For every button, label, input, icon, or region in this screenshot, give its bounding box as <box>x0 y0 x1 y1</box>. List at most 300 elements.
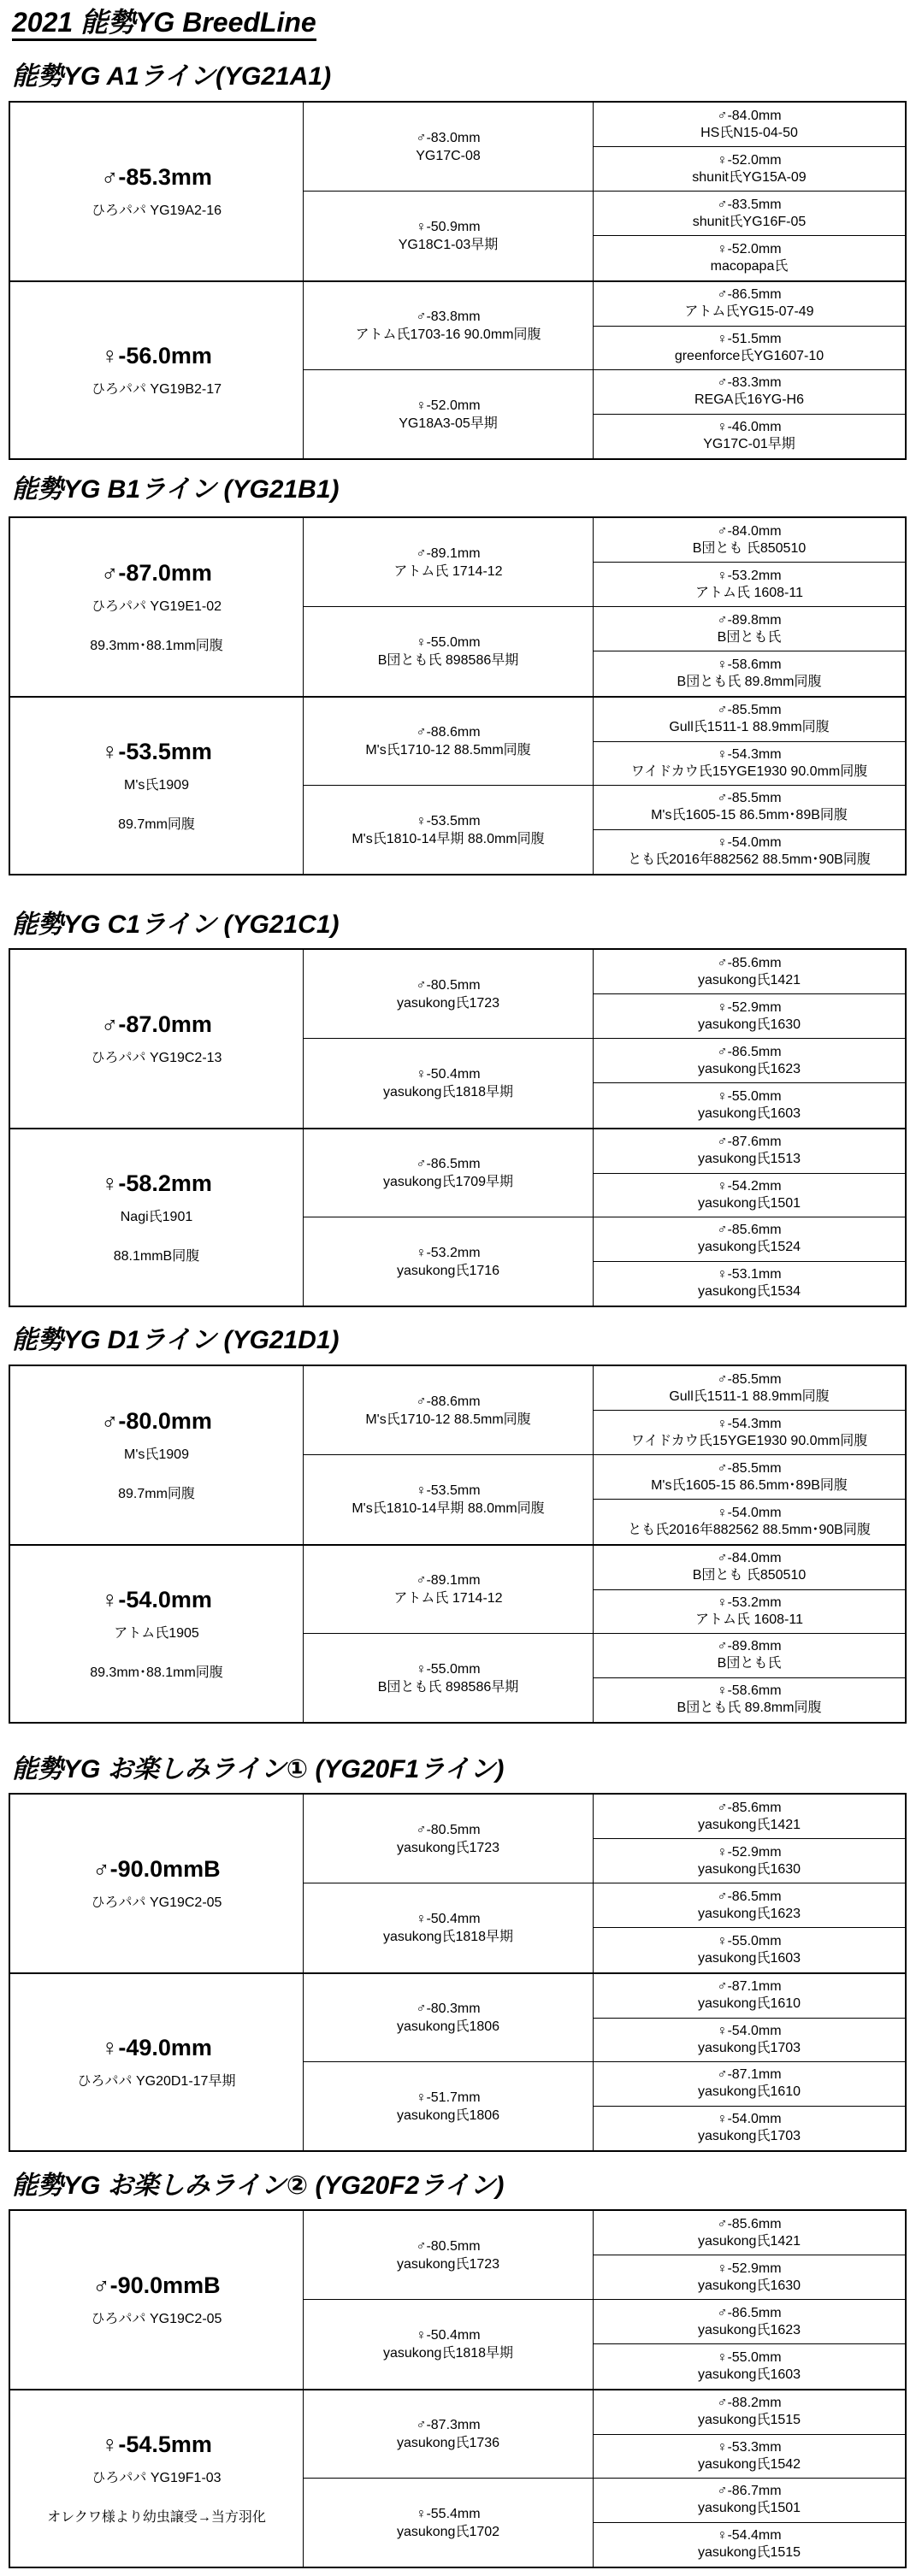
individual-size: ♂-80.0mm <box>101 1408 212 1434</box>
grandparent-cell <box>594 103 905 147</box>
grandparent-cell <box>594 518 905 563</box>
grandparents-column <box>594 1974 905 2150</box>
grandparent-size: ♀-55.0mm <box>717 1934 782 1948</box>
grandparent-cell <box>594 236 905 280</box>
individual-cell <box>10 950 304 1128</box>
sire-cell <box>304 282 593 370</box>
parent-size: ♀-50.4mm <box>416 1912 481 1926</box>
grandparent-note: とも氏2016年882562 88.5mm･90B同腹 <box>628 1523 871 1537</box>
grandparents-column <box>594 103 905 280</box>
individual-id: ひろパパ YG20D1-17早期 <box>77 2074 236 2089</box>
grandparent-note: Gull氏1511-1 88.9mm同腹 <box>669 1388 830 1404</box>
grandparents-column <box>594 282 905 458</box>
parent-note: B団とも氏 898586早期 <box>377 653 519 668</box>
grandparent-size: ♂-85.6mm <box>717 1800 782 1815</box>
grandparent-cell <box>594 786 905 830</box>
lineage-table <box>9 516 907 875</box>
grandparent-cell <box>594 2019 905 2063</box>
parents-column <box>304 1129 594 1306</box>
grandparents-column <box>594 1129 905 1306</box>
grandparent-size: ♀-52.9mm <box>717 1844 782 1860</box>
grandparent-note: YG17C-01早期 <box>703 437 795 452</box>
parent-size: ♀-50.4mm <box>416 2328 481 2343</box>
individual-size: ♀-54.0mm <box>101 1587 212 1612</box>
individual-info <box>10 1406 303 1504</box>
grandparent-note: yasukong氏1515 <box>697 2413 801 2428</box>
grandparent-cell <box>594 327 905 371</box>
lineage-block <box>10 1795 905 1972</box>
grandparent-note: yasukong氏1513 <box>697 1152 801 1167</box>
individual-id: Nagi氏1901 <box>120 1210 193 1224</box>
parent-size: ♀-53.5mm <box>416 1483 481 1498</box>
individual-info <box>10 2430 303 2527</box>
grandparent-cell <box>594 830 905 875</box>
grandparent-note: Gull氏1511-1 88.9mm同腹 <box>669 720 830 735</box>
sire-cell <box>304 1795 593 1883</box>
grandparent-size: ♀-52.0mm <box>717 152 782 168</box>
section-heading: 能勢YG お楽しみライン② (YG20F2ライン) <box>12 2172 505 2200</box>
parent-size: ♂-89.1mm <box>416 1573 481 1588</box>
grandparent-size: ♀-53.1mm <box>717 1267 782 1282</box>
grandparents-column <box>594 1795 905 1972</box>
parent-note: M's氏1710-12 88.5mm同腹 <box>365 1412 531 1427</box>
grandparent-size: ♂-85.5mm <box>717 1460 782 1476</box>
parents-column <box>304 1974 594 2150</box>
grandparent-cell <box>594 1174 905 1218</box>
dam-cell <box>304 607 593 696</box>
grandparent-size: ♀-53.3mm <box>717 2439 782 2455</box>
grandparent-note: M's氏1605-15 86.5mm･89B同腹 <box>651 1477 848 1493</box>
grandparent-note: REGA氏16YG-H6 <box>694 392 805 408</box>
grandparent-size: ♂-87.6mm <box>717 1135 782 1150</box>
individual-id: ひろパパ YG19E1-02 <box>91 599 222 614</box>
individual-cell <box>10 2211 304 2389</box>
parent-note: yasukong氏1818早期 <box>382 1930 514 1944</box>
grandparent-size: ♂-86.5mm <box>717 2305 782 2320</box>
grandparent-note: yasukong氏1610 <box>697 2084 801 2100</box>
individual-info <box>10 1169 303 1266</box>
grandparent-size: ♀-46.0mm <box>717 420 782 435</box>
grandparent-size: ♂-85.5mm <box>717 703 782 718</box>
individual-size: ♂-85.3mm <box>101 164 212 190</box>
grandparent-size: ♀-54.0mm <box>717 2023 782 2038</box>
parent-note: yasukong氏1818早期 <box>382 2346 514 2361</box>
parents-column <box>304 2390 594 2567</box>
grandparent-note: HS氏N15-04-50 <box>700 125 798 140</box>
dam-cell <box>304 2479 593 2567</box>
individual-size: ♀-56.0mm <box>101 343 212 368</box>
grandparent-cell <box>594 1678 905 1723</box>
grandparent-note: B団とも氏 <box>717 1656 782 1671</box>
grandparent-cell <box>594 415 905 459</box>
grandparent-size: ♂-85.5mm <box>717 791 782 806</box>
parent-size: ♀-55.0mm <box>416 1661 481 1677</box>
parent-note: M's氏1810-14早期 88.0mm同腹 <box>352 831 545 846</box>
parent-note: yasukong氏1806 <box>396 2107 500 2123</box>
individual-cell <box>10 1974 304 2150</box>
grandparent-size: ♂-84.0mm <box>717 523 782 539</box>
parent-note: yasukong氏1723 <box>396 2256 500 2272</box>
grandparent-cell <box>594 607 905 651</box>
grandparent-cell <box>594 2390 905 2435</box>
grandparent-size: ♂-83.3mm <box>717 375 782 391</box>
lineage-block <box>10 696 905 874</box>
grandparent-cell <box>594 1083 905 1128</box>
parent-size: ♀-53.2mm <box>416 1245 481 1260</box>
parent-note: yasukong氏1702 <box>396 2524 500 2539</box>
grandparent-note: yasukong氏1421 <box>697 972 801 987</box>
grandparent-cell <box>594 1455 905 1500</box>
section-heading: 能勢YG D1ライン (YG21D1) <box>12 1326 340 1354</box>
grandparent-cell <box>594 2107 905 2151</box>
grandparent-cell <box>594 1262 905 1306</box>
grandparent-size: ♀-51.5mm <box>717 331 782 346</box>
grandparent-size: ♂-89.8mm <box>717 1639 782 1654</box>
grandparent-note: greenforce氏YG1607-10 <box>674 348 824 363</box>
grandparent-size: ♂-86.5mm <box>717 1044 782 1059</box>
section-heading: 能勢YG B1ライン (YG21B1) <box>12 475 340 504</box>
grandparent-cell <box>594 1546 905 1590</box>
individual-info <box>10 737 303 834</box>
individual-info <box>10 558 303 656</box>
grandparent-note: yasukong氏1610 <box>697 1996 801 2012</box>
individual-note: 89.3mm･88.1mm同腹 <box>90 1665 223 1680</box>
grandparent-note: yasukong氏1501 <box>697 2501 801 2516</box>
lineage-block <box>10 518 905 696</box>
grandparent-note: yasukong氏1421 <box>697 2233 801 2249</box>
grandparent-note: yasukong氏1630 <box>697 2278 801 2293</box>
grandparent-cell <box>594 282 905 327</box>
grandparents-column <box>594 518 905 696</box>
grandparent-note: ワイドカウ氏15YGE1930 90.0mm同腹 <box>630 763 868 779</box>
grandparent-size: ♂-86.7mm <box>717 2484 782 2499</box>
sire-cell <box>304 698 593 786</box>
grandparent-cell <box>594 698 905 742</box>
section-heading: 能勢YG お楽しみライン① (YG20F1ライン) <box>12 1755 505 1783</box>
grandparent-note: yasukong氏1515 <box>697 2545 801 2561</box>
grandparent-cell <box>594 2435 905 2479</box>
grandparent-size: ♂-85.6mm <box>717 955 782 970</box>
grandparent-size: ♀-52.9mm <box>717 999 782 1015</box>
grandparent-note: yasukong氏1630 <box>697 1861 801 1877</box>
parents-column <box>304 103 594 280</box>
grandparent-note: macopapa氏 <box>710 259 789 274</box>
lineage-block <box>10 1128 905 1306</box>
lineage-block <box>10 1544 905 1722</box>
lineage-table <box>9 948 907 1307</box>
individual-info <box>10 341 303 399</box>
individual-id: ひろパパ YG19C2-13 <box>91 1051 222 1065</box>
parent-note: B団とも氏 898586早期 <box>377 1679 519 1695</box>
grandparent-cell <box>594 2344 905 2389</box>
parent-size: ♂-83.0mm <box>416 130 481 145</box>
grandparent-note: shunit氏YG15A-09 <box>692 169 807 185</box>
dam-cell <box>304 1883 593 1972</box>
parent-note: YG18A3-05早期 <box>399 416 498 431</box>
grandparents-column <box>594 698 905 874</box>
parent-note: YG17C-08 <box>416 148 481 163</box>
lineage-table <box>9 1365 907 1724</box>
sire-cell <box>304 1546 593 1634</box>
parent-size: ♂-88.6mm <box>416 725 481 740</box>
grandparent-note: yasukong氏1623 <box>697 1061 801 1076</box>
individual-note: 88.1mmB同腹 <box>113 1249 200 1264</box>
grandparent-size: ♂-86.5mm <box>717 1889 782 1904</box>
dam-cell <box>304 2062 593 2150</box>
grandparent-cell <box>594 2062 905 2107</box>
grandparents-column <box>594 950 905 1128</box>
dam-cell <box>304 1455 593 1544</box>
grandparent-note: yasukong氏1623 <box>697 2322 801 2337</box>
grandparent-cell <box>594 994 905 1039</box>
dam-cell <box>304 1217 593 1306</box>
parent-note: yasukong氏1709早期 <box>382 1175 514 1189</box>
grandparent-note: M's氏1605-15 86.5mm･89B同腹 <box>651 808 848 823</box>
dam-cell <box>304 1039 593 1128</box>
parent-size: ♂-80.5mm <box>416 977 481 993</box>
grandparent-cell <box>594 2255 905 2300</box>
grandparent-note: yasukong氏1603 <box>697 1106 801 1121</box>
individual-id: M's氏1909 <box>124 1447 189 1462</box>
individual-id: M's氏1909 <box>124 778 189 793</box>
grandparent-cell <box>594 1883 905 1928</box>
individual-cell <box>10 1129 304 1306</box>
grandparent-note: B団とも氏 89.8mm同腹 <box>677 675 822 689</box>
individual-cell <box>10 103 304 280</box>
grandparent-cell <box>594 1634 905 1678</box>
sire-cell <box>304 518 593 607</box>
parent-note: yasukong氏1723 <box>396 995 500 1011</box>
individual-id: ひろパパ YG19C2-05 <box>91 2312 222 2326</box>
grandparent-cell <box>594 1366 905 1411</box>
parent-size: ♂-89.1mm <box>416 545 481 561</box>
grandparent-size: ♀-54.3mm <box>717 746 782 762</box>
parents-column <box>304 1366 594 1544</box>
dam-cell <box>304 1634 593 1722</box>
lineage-block <box>10 2211 905 2389</box>
dam-cell <box>304 370 593 458</box>
grandparent-cell <box>594 742 905 787</box>
grandparent-size: ♀-54.2mm <box>717 1178 782 1194</box>
grandparent-note: アトム氏 1608-11 <box>695 585 803 600</box>
sire-cell <box>304 1366 593 1455</box>
grandparent-note: B団とも 氏850510 <box>692 1568 807 1583</box>
parent-note: yasukong氏1736 <box>396 2436 500 2450</box>
individual-cell <box>10 518 304 696</box>
grandparent-cell <box>594 950 905 994</box>
grandparent-cell <box>594 1928 905 1972</box>
parent-size: ♂-80.3mm <box>416 2001 481 2016</box>
parent-note: M's氏1810-14早期 88.0mm同腹 <box>352 1501 545 1516</box>
grandparent-note: yasukong氏1501 <box>697 1195 801 1211</box>
individual-info <box>10 2271 303 2329</box>
parent-size: ♀-50.9mm <box>416 220 481 234</box>
individual-size: ♀-58.2mm <box>101 1170 212 1196</box>
parent-note: yasukong氏1716 <box>396 1263 500 1278</box>
grandparents-column <box>594 1546 905 1722</box>
parents-column <box>304 1546 594 1722</box>
lineage-table <box>9 2209 907 2568</box>
grandparent-cell <box>594 2300 905 2344</box>
grandparent-size: ♀-58.6mm <box>717 657 782 672</box>
individual-size: ♂-87.0mm <box>101 560 212 586</box>
parent-size: ♀-51.7mm <box>416 2090 481 2105</box>
individual-size: ♂-87.0mm <box>101 1011 212 1037</box>
grandparent-cell <box>594 1839 905 1883</box>
grandparent-size: ♀-58.6mm <box>717 1683 782 1699</box>
individual-info <box>10 2033 303 2091</box>
individual-info <box>10 1010 303 1068</box>
individual-info <box>10 1585 303 1683</box>
grandparent-note: yasukong氏1603 <box>697 2367 801 2382</box>
parent-note: M's氏1710-12 88.5mm同腹 <box>365 743 531 757</box>
grandparent-cell <box>594 563 905 607</box>
grandparent-cell <box>594 370 905 415</box>
sire-cell <box>304 103 593 192</box>
lineage-block <box>10 103 905 280</box>
dam-cell <box>304 786 593 874</box>
grandparent-note: アトム氏YG15-07-49 <box>684 304 814 320</box>
parent-size: ♀-55.4mm <box>416 2506 481 2521</box>
grandparent-size: ♀-54.4mm <box>717 2528 782 2544</box>
grandparent-note: yasukong氏1421 <box>697 1817 801 1832</box>
grandparent-size: ♀-53.2mm <box>717 1595 782 1610</box>
parents-column <box>304 698 594 874</box>
individual-note: オレクワ様より幼虫譲受→当方羽化 <box>47 2510 266 2525</box>
grandparent-cell <box>594 147 905 192</box>
parent-size: ♀-52.0mm <box>416 398 481 413</box>
grandparents-column <box>594 2390 905 2567</box>
lineage-block <box>10 280 905 458</box>
parent-note: アトム氏1703-16 90.0mm同腹 <box>355 327 541 342</box>
parent-note: アトム氏 1714-12 <box>393 1591 503 1606</box>
grandparent-size: ♀-52.0mm <box>717 242 782 256</box>
grandparent-note: ワイドカウ氏15YGE1930 90.0mm同腹 <box>630 1433 868 1448</box>
grandparent-size: ♂-87.1mm <box>717 1979 782 1995</box>
individual-cell <box>10 1795 304 1972</box>
parent-size: ♀-53.5mm <box>416 813 481 828</box>
parent-note: yasukong氏1723 <box>396 1840 500 1855</box>
grandparent-cell <box>594 1500 905 1544</box>
grandparent-cell <box>594 1795 905 1839</box>
grandparent-size: ♀-54.0mm <box>717 835 782 851</box>
lineage-table <box>9 101 907 460</box>
individual-note: 89.3mm･88.1mm同腹 <box>90 639 223 653</box>
grandparents-column <box>594 2211 905 2389</box>
grandparent-cell <box>594 651 905 696</box>
dam-cell <box>304 192 593 280</box>
grandparent-note: とも氏2016年882562 88.5mm･90B同腹 <box>628 852 871 868</box>
grandparent-size: ♀-55.0mm <box>717 1089 782 1104</box>
grandparent-note: yasukong氏1630 <box>697 1017 801 1032</box>
grandparent-note: アトム氏 1608-11 <box>695 1612 803 1627</box>
grandparent-size: ♂-83.5mm <box>717 197 782 212</box>
parent-size: ♂-87.3mm <box>416 2418 481 2432</box>
individual-size: ♀-53.5mm <box>101 739 212 764</box>
grandparent-size: ♂-89.8mm <box>717 612 782 628</box>
grandparent-size: ♂-85.6mm <box>717 1223 782 1238</box>
section-heading: 能勢YG A1ライン(YG21A1) <box>12 62 332 91</box>
dam-cell <box>304 2300 593 2389</box>
individual-size: ♂-90.0mmB <box>92 2272 221 2298</box>
grandparent-size: ♂-87.1mm <box>717 2067 782 2083</box>
grandparent-cell <box>594 1039 905 1083</box>
lineage-block <box>10 1366 905 1544</box>
grandparent-size: ♀-53.2mm <box>717 568 782 583</box>
individual-id: ひろパパ YG19B2-17 <box>91 382 222 397</box>
grandparent-size: ♀-54.0mm <box>717 2112 782 2127</box>
page-title: 2021 能勢YG BreedLine <box>12 7 316 41</box>
sire-cell <box>304 1129 593 1217</box>
grandparent-note: yasukong氏1623 <box>697 1906 801 1921</box>
parents-column <box>304 2211 594 2389</box>
individual-size: ♂-90.0mmB <box>92 1856 221 1882</box>
grandparent-note: B団とも 氏850510 <box>692 540 807 556</box>
grandparent-note: yasukong氏1524 <box>697 1240 801 1255</box>
parents-column <box>304 518 594 696</box>
grandparent-note: yasukong氏1703 <box>697 2040 801 2055</box>
grandparent-size: ♂-88.2mm <box>717 2396 782 2411</box>
grandparent-cell <box>594 2523 905 2567</box>
grandparent-cell <box>594 2211 905 2255</box>
individual-size: ♀-49.0mm <box>101 2035 212 2060</box>
grandparent-cell <box>594 192 905 236</box>
parent-note: yasukong氏1806 <box>396 2019 500 2034</box>
lineage-table <box>9 1793 907 2152</box>
individual-info <box>10 162 303 221</box>
parent-size: ♂-83.8mm <box>416 309 481 324</box>
grandparent-note: yasukong氏1542 <box>697 2456 801 2472</box>
grandparent-size: ♂-84.0mm <box>717 1551 782 1566</box>
grandparent-size: ♂-84.0mm <box>717 108 782 123</box>
sire-cell <box>304 950 593 1039</box>
parent-size: ♀-50.4mm <box>416 1067 481 1082</box>
grandparent-size: ♀-55.0mm <box>717 2350 782 2365</box>
grandparent-cell <box>594 1411 905 1455</box>
parent-note: アトム氏 1714-12 <box>393 563 503 579</box>
grandparent-note: shunit氏YG16F-05 <box>692 214 807 229</box>
individual-cell <box>10 1366 304 1544</box>
grandparent-size: ♂-85.6mm <box>717 2216 782 2231</box>
grandparent-note: yasukong氏1534 <box>697 1284 801 1300</box>
individual-cell <box>10 2390 304 2567</box>
individual-cell <box>10 282 304 458</box>
grandparents-column <box>594 1366 905 1544</box>
lineage-block <box>10 1972 905 2150</box>
parents-column <box>304 950 594 1128</box>
grandparent-cell <box>594 1129 905 1174</box>
parent-size: ♀-55.0mm <box>416 635 481 650</box>
individual-cell <box>10 1546 304 1722</box>
individual-note: 89.7mm同腹 <box>118 817 195 832</box>
section-heading: 能勢YG C1ライン (YG21C1) <box>12 911 340 939</box>
parent-size: ♂-80.5mm <box>416 2238 481 2254</box>
parents-column <box>304 282 594 458</box>
parent-size: ♂-80.5mm <box>416 1822 481 1837</box>
grandparent-cell <box>594 2479 905 2523</box>
grandparent-cell <box>594 1217 905 1262</box>
grandparent-size: ♂-86.5mm <box>717 287 782 303</box>
individual-id: アトム氏1905 <box>114 1626 199 1641</box>
lineage-block <box>10 2389 905 2567</box>
grandparent-size: ♀-52.9mm <box>717 2261 782 2276</box>
individual-info <box>10 1854 303 1913</box>
grandparent-note: yasukong氏1703 <box>697 2129 801 2144</box>
parent-note: YG18C1-03早期 <box>398 238 499 252</box>
grandparent-size: ♂-85.5mm <box>717 1371 782 1387</box>
grandparent-cell <box>594 1590 905 1635</box>
grandparent-note: yasukong氏1603 <box>697 1951 801 1966</box>
